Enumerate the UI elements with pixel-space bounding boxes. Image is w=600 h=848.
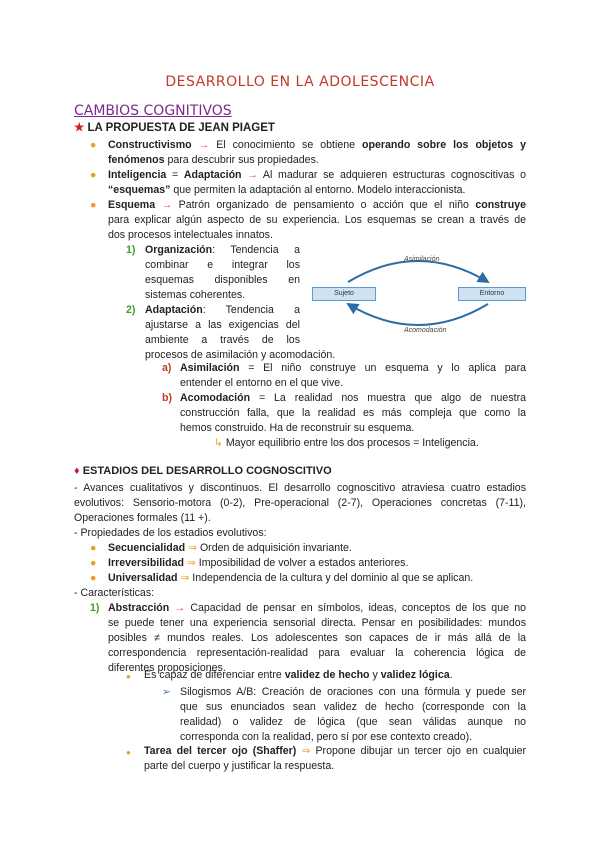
bullet-icon: ● [90,572,97,584]
list-letter: a) [162,362,172,374]
diagram-left-box: Sujeto [312,287,376,301]
estadios-p2: - Propiedades de los estadios evolutivos: [74,527,267,539]
silogismos-line4: corresponda con la realidad, pero sí por ese contexto creado). [180,731,473,743]
adaptacion-line1: Adaptación: Tendencia a [145,304,300,316]
abstraccion-line4: correspondencia representación-realidad para evaluar la coherencia lógica de [108,647,526,659]
esquema-line1: Esquema → Patrón organizado de pensamiento o acción que el niño construye [108,199,526,211]
tercer-ojo-line2: parte del cuerpo y justificar la respuesta. [144,760,335,772]
diagram-top-label: Asimilación [404,256,440,263]
adaptacion-line3: ambiente a través de los [145,334,300,346]
list-number: 1) [90,602,100,614]
star-icon: ★ [74,122,85,134]
list-number: 2) [126,304,136,316]
acomodacion-line3: hemos construido. Ha de reconstruir su esquema. [180,422,415,434]
estadios-p1-line1: - Avances cualitativos y discontinuos. El desarrollo cognoscitivo atraviesa cuatro estadios [74,482,526,494]
list-letter: b) [162,392,172,404]
estadios-p1-line3: Operaciones formales (11 +). [74,512,211,524]
acomodacion-line1: Acomodación = La realidad nos muestra que algo de nuestra [180,392,526,404]
constructivismo-line2: fenómenos para descubrir sus propiedades. [108,154,319,166]
bullet-icon: ● [90,139,97,151]
bullet-icon: ● [90,557,97,569]
organizacion-line1: Organización: Tendencia a [145,244,300,256]
accommodation-arrow [348,304,488,325]
organizacion-line2: combinar e integrar los [145,259,300,271]
list-number: 1) [126,244,136,256]
arrowhead-bullet-icon: ➢ [162,686,171,698]
asimilacion-line2: entender el entorno en el que vive. [180,377,344,389]
piaget-heading: ★ LA PROPUESTA DE JEAN PIAGET [74,122,275,134]
page-title: DESARROLLO EN LA ADOLESCENCIA [165,74,435,90]
estadios-p1-line2: evolutivos: Sensorio-motora (0-2), Pre-operacional (2-7), Operaciones concretas (7-11), [74,497,526,509]
constructivismo-line1: Constructivismo → El conocimiento se obtiene operando sobre los objetos y [108,139,527,151]
diagram-bottom-label: Acomodación [404,327,447,334]
validez-line: Es capaz de diferenciar entre validez de hecho y validez lógica. [144,669,453,681]
acomodacion-sub: ↳ Mayor equilibrio entre los dos procesos = Inteligencia. [214,437,479,449]
inteligencia-line2: “esquemas” que permiten la adaptación al entorno. Modelo interaccionista. [108,184,466,196]
abstraccion-line1: Abstracción → Capacidad de pensar en símbolos, ideas, conceptos de los que no [108,602,526,614]
bullet-icon: ● [90,169,97,181]
organizacion-line4: sistemas coherentes. [145,289,246,301]
diamond-icon: ♦ [74,465,80,477]
diagram-right-box: Entorno [458,287,526,301]
estadios-heading: ♦ ESTADIOS DEL DESARROLLO COGNOSCITIVO [74,465,332,477]
bullet-icon: ● [90,199,97,211]
organizacion-line3: esquemas disponibles en [145,274,300,286]
silogismos-line1: Silogismos A/B: Creación de oraciones con una fórmula y puede ser [180,686,526,698]
tercer-ojo-line1: Tarea del tercer ojo (Shaffer) ⇒ Propone dibujar un tercer ojo en cualquier [144,745,526,757]
esquema-line2: para explicar algún aspecto de su experiencia. Los esquemas se crean a través de [108,214,526,226]
silogismos-line3: realidad) o validez de lógica (que sean válidas aunque no [180,716,526,728]
adaptacion-line4: procesos de asimilación y acomodación. [145,349,336,361]
asimilacion-line1: Asimilación = El niño construye un esquema y lo aplica para [180,362,526,374]
abstraccion-line2: se puede tener una experiencia sensorial directa. Pensar en posibilidades: mundos [108,617,526,629]
corner-arrow-icon: ↳ [214,437,223,449]
bullet-icon: ● [126,672,131,681]
bullet-icon: ● [90,542,97,554]
bullet-icon: ● [126,748,131,757]
prop-irreversibilidad: Irreversibilidad ⇒ Imposibilidad de volver a estados anteriores. [108,557,409,569]
prop-universalidad: Universalidad ⇒ Independencia de la cultura y del dominio al que se aplican. [108,572,474,584]
prop-secuencialidad: Secuencialidad ⇒ Orden de adquisición invariante. [108,542,352,554]
abstraccion-line3: posibles ≠ mundos reales. Los adolescentes son capaces de ir más allá de la [108,632,526,644]
silogismos-line2: que sus enunciados sean validez de hecho (corresponde con la [180,701,526,713]
inteligencia-line1: Inteligencia = Adaptación → Al madurar se adquieren estructuras cognoscitivas o [108,169,527,181]
section-heading: CAMBIOS COGNITIVOS [74,103,232,119]
abstraccion-line5: diferentes proposiciones. [108,662,226,674]
estadios-p3: - Características: [74,587,155,599]
adaptacion-line2: ajustarse a las exigencias del [145,319,300,331]
acomodacion-line2: construcción falla, que la realidad es más compleja que como la [180,407,526,419]
esquema-line3: dos procesos intelectuales innatos. [108,229,273,241]
